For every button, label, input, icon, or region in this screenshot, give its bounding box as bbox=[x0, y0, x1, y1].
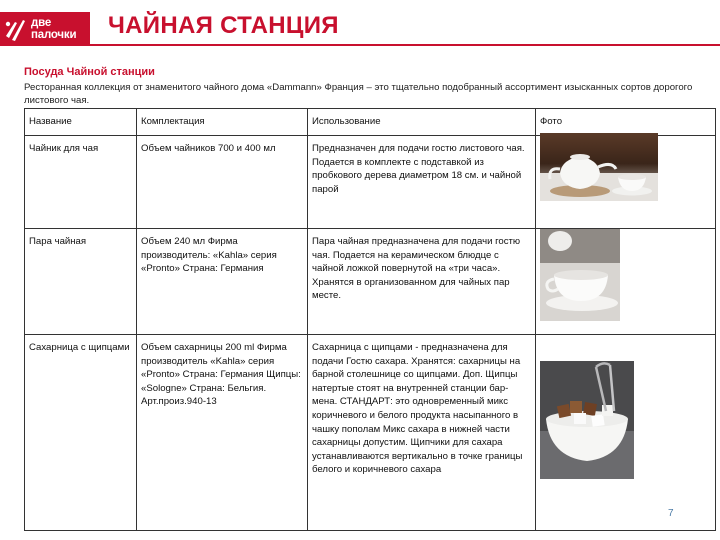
intro-text: Ресторанная коллекция от знаменитого чайного дома «Dammann» Франция – это тщательно подобранный ассортимент изысканных сортов дорогого листового чая. bbox=[24, 82, 693, 106]
header-divider bbox=[90, 44, 720, 46]
cell-usage: Сахарница с щипцами - предназначена для подачи Гостю сахара. Хранятся: сахарницы на барной столешнице со щипцами. Доп. Щипцы натертые стоят на внутренней станции бар-мена. СТАНДАРТ: это одновременный микс коричневого и белого продукта насыпанного в чашку пополам Микс сахара в нижней части сахарницы допустим. Щипчики для сахара устанавливаются вертикально в точке границы белого и коричневого сахара bbox=[308, 335, 536, 531]
table-row bbox=[25, 335, 716, 531]
header bbox=[0, 0, 720, 52]
chopsticks-logo-icon bbox=[3, 14, 29, 44]
table-row bbox=[25, 136, 716, 229]
cell-usage: Пара чайная предназначена для подачи гостю чая. Подается на керамическом блюдце с чайной ложкой повернутой на «три часа». Хранятся в организованном для чайных пар месте. bbox=[308, 229, 536, 335]
column-header-kit: Комплектация bbox=[137, 109, 308, 136]
cell-kit: Объем 240 мл Фирма производитель: «Kahla» серия «Pronto» Страна: Германия bbox=[137, 229, 308, 335]
table-row bbox=[25, 229, 716, 335]
cell-name: Чайник для чая bbox=[25, 136, 137, 229]
cell-kit: Объем чайников 700 и 400 мл bbox=[137, 136, 308, 229]
cell-photo bbox=[536, 229, 716, 335]
teapot-photo bbox=[540, 133, 658, 201]
logo-line-2: палочки bbox=[31, 29, 77, 41]
column-header-usage: Использование bbox=[308, 109, 536, 136]
cell-name: Сахарница с щипцами bbox=[25, 335, 137, 531]
cell-photo bbox=[536, 335, 716, 531]
section-subtitle: Посуда Чайной станции bbox=[24, 66, 155, 78]
logo-text bbox=[31, 17, 76, 41]
page-title: ЧАЙНАЯ СТАНЦИЯ bbox=[108, 12, 339, 39]
column-header-photo: Фото bbox=[536, 109, 716, 136]
table-header-row bbox=[25, 109, 716, 136]
page-number: 7 bbox=[668, 508, 674, 519]
cell-photo bbox=[536, 136, 716, 229]
sugar-bowl-photo bbox=[540, 361, 634, 479]
tableware-table bbox=[24, 108, 716, 531]
logo bbox=[0, 12, 90, 46]
teacup-photo bbox=[540, 229, 620, 321]
cell-kit: Объем сахарницы 200 ml Фирма производитель «Kahla» серия «Pronto» Страна: Германия Щипцы: «Sologne» Страна: Бельгия. Арт.произ.940-13 bbox=[137, 335, 308, 531]
logo-line-1: две bbox=[31, 17, 52, 29]
cell-usage: Предназначен для подачи гостю листового чая. Подается в комплекте с подставкой из пробкового дерева диаметром 18 см. и чайной парой bbox=[308, 136, 536, 229]
cell-name: Пара чайная bbox=[25, 229, 137, 335]
column-header-name: Название bbox=[25, 109, 137, 136]
